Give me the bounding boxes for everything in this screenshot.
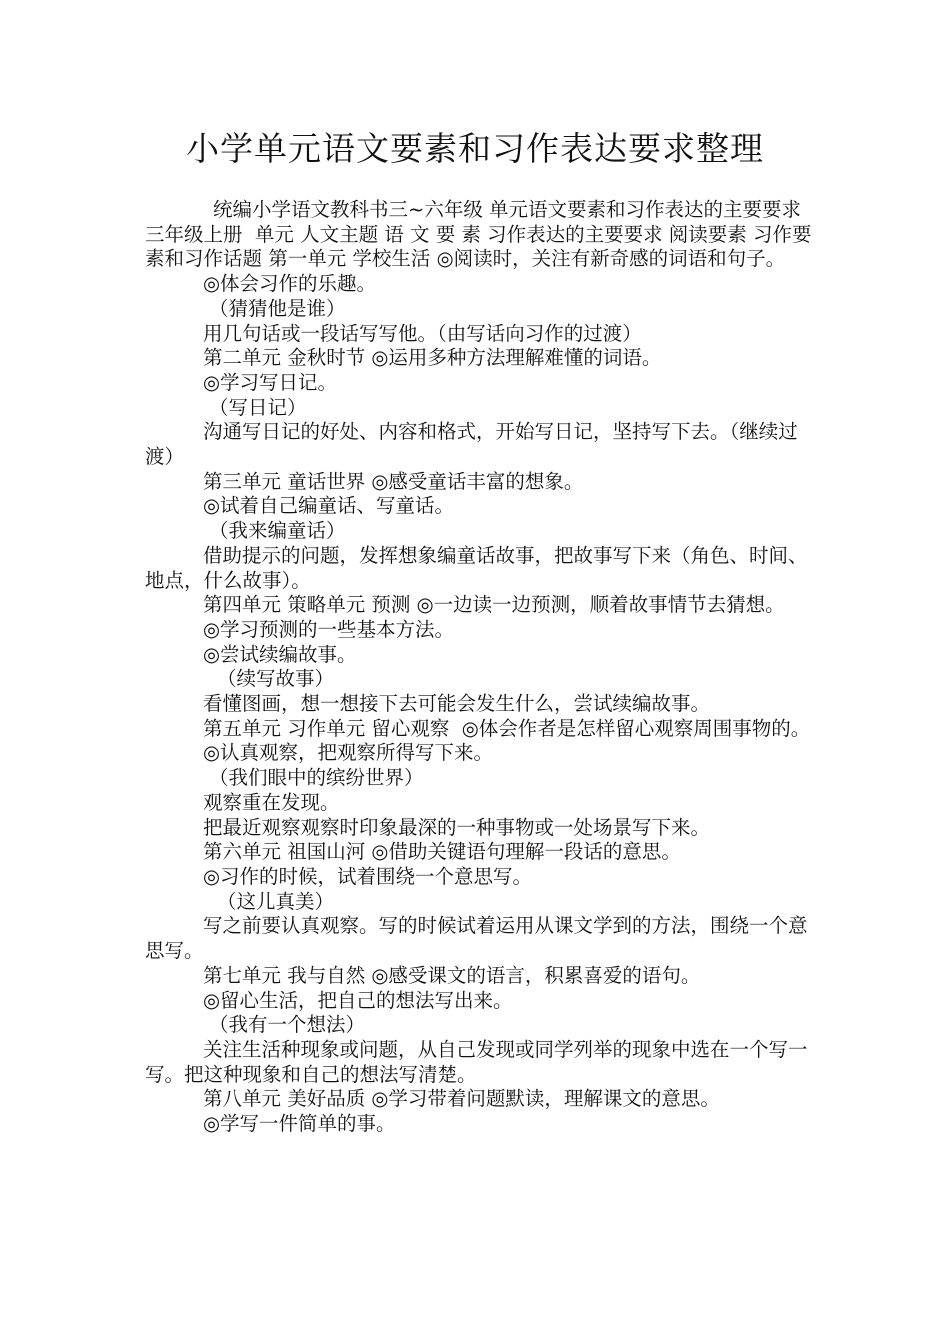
paragraph: ◎认真观察，把观察所得写下来。: [203, 741, 494, 765]
document-title: 小学单元语文要素和习作表达要求整理: [186, 129, 764, 168]
paragraph-topic: （这儿真美）: [217, 889, 335, 913]
paragraph-unit-heading: 第二单元 金秋时节 ◎运用多种方法理解难懂的词语。: [203, 346, 662, 370]
paragraph: 沟通写日记的好处、内容和格式，开始写日记，坚持写下去。（继续过渡）: [145, 420, 798, 469]
paragraph: ◎体会习作的乐趣。: [203, 272, 377, 296]
paragraph-unit-heading: 第六单元 祖国山河 ◎借助关键语句理解一段话的意思。: [203, 840, 681, 864]
paragraph: ◎学习预测的一些基本方法。: [203, 617, 455, 641]
paragraph-topic: （写日记）: [209, 395, 307, 419]
paragraph: 写之前要认真观察。写的时候试着运用从课文学到的方法，围绕一个意思写。: [145, 914, 808, 963]
paragraph: ◎尝试续编故事。: [203, 642, 357, 666]
paragraph: 观察重在发现。: [203, 790, 340, 814]
paragraph: ◎学习写日记。: [203, 370, 338, 394]
paragraph-topic: （我来编童话）: [209, 519, 346, 543]
paragraph-unit-heading: 第四单元 策略单元 预测 ◎一边读一边预测，顺着故事情节去猜想。: [203, 593, 785, 617]
document-body: [145, 198, 815, 1137]
paragraph: 看懂图画，想一想接下去可能会发生什么，尝试续编故事。: [203, 692, 711, 716]
paragraph-intro: 统编小学语文教科书三~六年级 单元语文要素和习作表达的主要要求 三年级上册 单元 人文主题 语 文 要 素 习作表达的主要要求 阅读要素 习作要素和习作话题 第一单元 学校生活 ◎阅读时，关注有新奇感的词语和句子。: [145, 198, 814, 271]
paragraph-unit-heading: 第八单元 美好品质 ◎学习带着问题默读，理解课文的意思。: [203, 1087, 720, 1111]
paragraph: ◎习作的时候，试着围绕一个意思写。: [203, 864, 533, 888]
paragraph: 关注生活种现象或问题，从自己发现或同学列举的现象中选在一个写一写。把这种现象和自己的想法写清楚。: [145, 1037, 808, 1086]
paragraph-topic: （我们眼中的缤纷世界）: [209, 766, 424, 790]
paragraph: 用几句话或一段话写写他。（由写话向习作的过渡）: [203, 321, 642, 345]
paragraph: 借助提示的问题，发挥想象编童话故事，把故事写下来（角色、时间、地点，什么故事）。: [145, 543, 808, 592]
paragraph-unit-heading: 第五单元 习作单元 留心观察 ◎体会作者是怎样留心观察周围事物的。: [203, 716, 811, 740]
paragraph: 把最近观察观察时印象最深的一种事物或一处场景写下来。: [203, 815, 711, 839]
paragraph-unit-heading: 第七单元 我与自然 ◎感受课文的语言，积累喜爱的语句。: [203, 963, 701, 987]
paragraph-topic: （猜猜他是谁）: [209, 296, 346, 320]
paragraph: ◎试着自己编童话、写童话。: [203, 494, 455, 518]
paragraph: ◎学写一件简单的事。: [203, 1112, 396, 1136]
paragraph-unit-heading: 第三单元 童话世界 ◎感受童话丰富的想象。: [203, 469, 584, 493]
paragraph-topic: （我有一个想法）: [209, 1013, 366, 1037]
paragraph: ◎留心生活，把自己的想法写出来。: [203, 988, 513, 1012]
paragraph-topic: （续写故事）: [217, 667, 335, 691]
